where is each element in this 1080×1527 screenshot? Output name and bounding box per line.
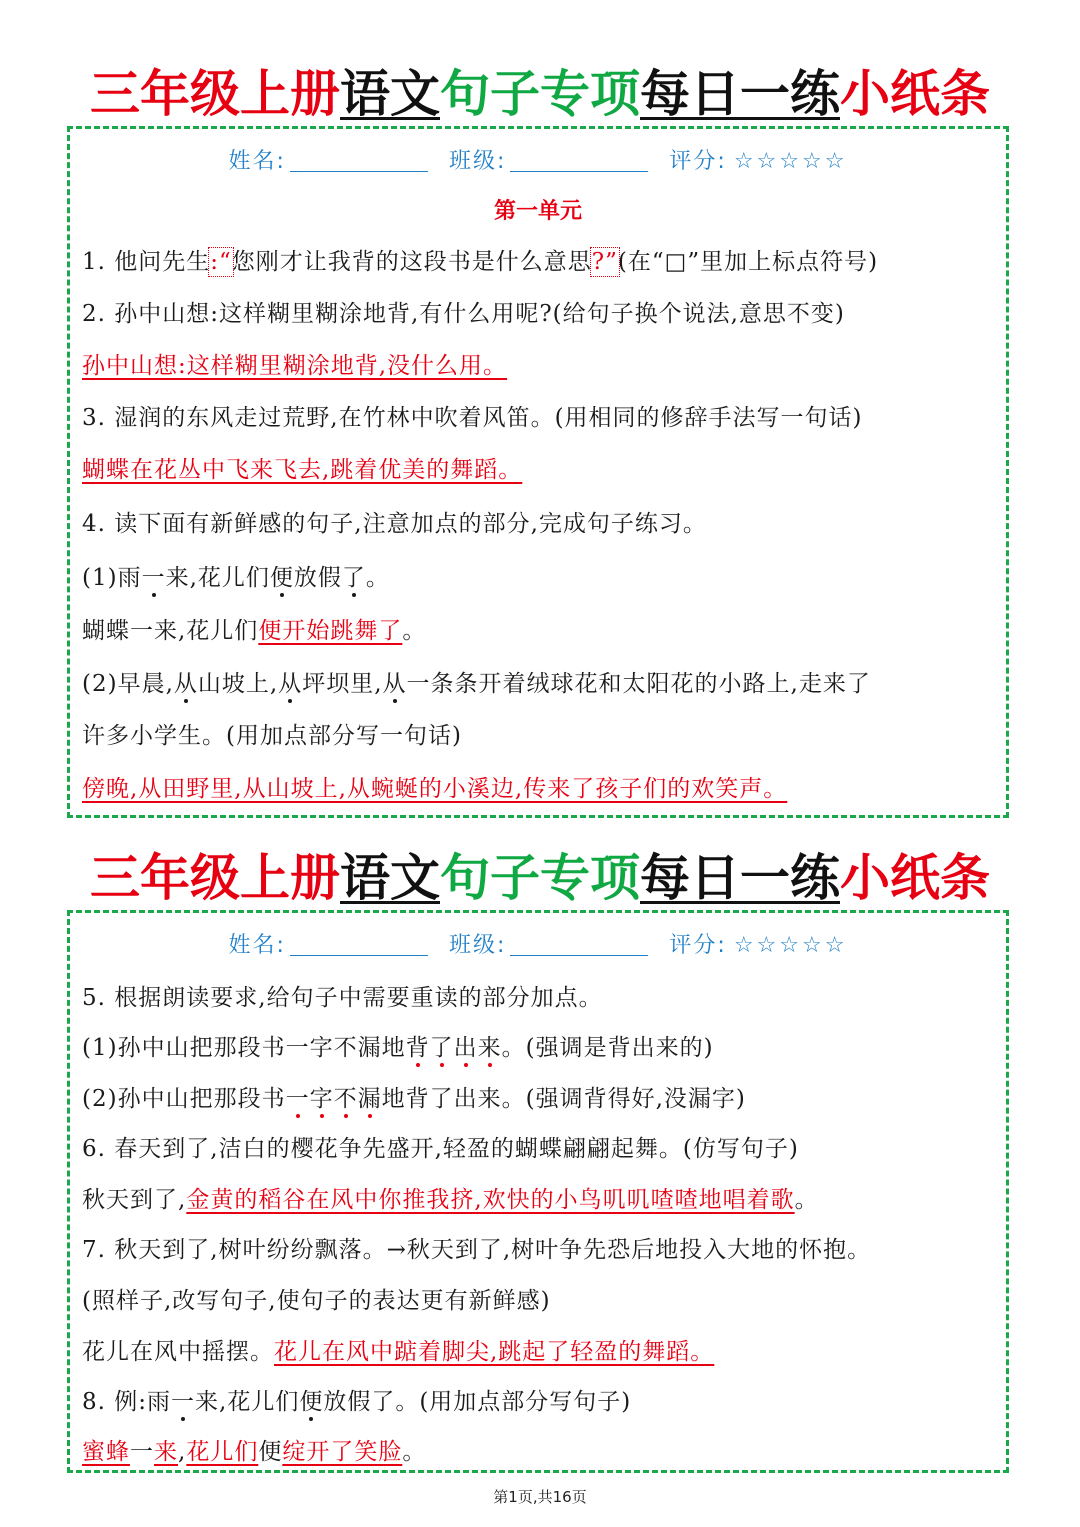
dotted-char: 不	[333, 1086, 358, 1112]
name-label: 姓名:	[228, 149, 286, 174]
title-part: 每日一练	[640, 849, 840, 907]
dotted-char: 便	[299, 1389, 324, 1415]
text: 。	[402, 1439, 427, 1465]
dotted-char: 出	[453, 1035, 478, 1061]
title-part: 三年级上册	[90, 849, 340, 907]
dotted-char: 从	[173, 671, 198, 697]
answer-4-2	[82, 774, 787, 804]
title-part: 三年级上册	[90, 65, 340, 123]
worksheet-card-1	[67, 126, 1009, 818]
page-title	[0, 64, 1080, 124]
text: 来,花儿们	[165, 565, 270, 591]
text: 坪坝里,	[302, 671, 383, 697]
question-7: 7. 秋天到了,树叶纷纷飘落。→秋天到了,树叶争先恐后地投入大地的怀抱。	[82, 1237, 872, 1263]
question-7-cont: (照样子,改写句子,使句子的表达更有新鲜感)	[82, 1288, 551, 1314]
text: ,	[178, 1439, 187, 1465]
text: 蝴蝶一来,花儿们	[82, 618, 259, 644]
class-label: 班级:	[448, 933, 507, 958]
q1-text-b: 您刚才让我背的这段书是什么意思	[231, 249, 592, 275]
name-blank[interactable]	[290, 149, 428, 172]
text: (2)早晨,	[82, 671, 174, 697]
score-stars[interactable]: ☆☆☆☆☆	[733, 149, 848, 174]
class-blank[interactable]	[510, 149, 648, 172]
answer-6-text: 金黄的稻谷在风中你推我挤,欢快的小鸟叽叽喳喳地唱着歌	[186, 1187, 795, 1213]
answer-6	[82, 1185, 819, 1215]
dotted-char: 一	[141, 565, 166, 591]
q1-answer-punct-2: ?”	[591, 249, 618, 275]
dotted-char: 了	[341, 565, 366, 591]
answer-4-1	[82, 616, 426, 646]
page-number: 第1页,共16页	[493, 1488, 587, 1506]
text: 。	[402, 618, 427, 644]
unit-heading: 第一单元	[493, 199, 582, 224]
answer-3-text: 蝴蝶在花丛中飞来飞去,跳着优美的舞蹈。	[82, 457, 523, 483]
answer-3	[82, 455, 522, 485]
dotted-char: 一	[171, 1389, 196, 1415]
name-label: 姓名:	[228, 933, 286, 958]
score-stars[interactable]: ☆☆☆☆☆	[733, 933, 848, 958]
q1-answer-punct-1: :“	[210, 249, 232, 275]
title-part: 语文	[340, 849, 440, 907]
text: 地背了出来。(强调背得好,没漏字)	[381, 1086, 746, 1112]
dotted-char: 了	[429, 1035, 454, 1061]
text: 。	[365, 565, 390, 591]
text: 山坡上,	[197, 671, 279, 697]
title-part: 语文	[340, 65, 440, 123]
text: 。	[794, 1187, 819, 1213]
text: 8. 例:雨	[82, 1389, 172, 1415]
answer-8	[82, 1437, 426, 1467]
text: (1)孙中山把那段书一字不漏地	[82, 1035, 406, 1061]
question-5-1	[82, 1033, 714, 1063]
score-label: 评分:	[669, 933, 727, 958]
dotted-char: 背	[405, 1035, 430, 1061]
question-6: 6. 春天到了,洁白的樱花争先盛开,轻盈的蝴蝶翩翩起舞。(仿写句子)	[82, 1136, 799, 1162]
text: 一	[130, 1439, 154, 1465]
question-4-2-cont: 许多小学生。(用加点部分写一句话)	[82, 723, 462, 749]
title-part: 每日一练	[640, 65, 840, 123]
dotted-char: 从	[382, 671, 407, 697]
question-5: 5. 根据朗读要求,给句子中需要重读的部分加点。	[82, 985, 603, 1011]
answer-7	[82, 1337, 714, 1367]
dotted-char: 字	[309, 1086, 334, 1112]
page-title-repeat	[0, 848, 1080, 908]
question-4: 4. 读下面有新鲜感的句子,注意加点的部分,完成句子练习。	[82, 511, 707, 537]
worksheet-card-2	[67, 910, 1009, 1473]
question-8	[82, 1387, 631, 1417]
answer-8-part: 花儿们	[186, 1439, 259, 1465]
student-info-header	[70, 931, 1006, 961]
q1-text-c: (在“□”里加上标点符号)	[617, 249, 879, 275]
answer-8-part: 来	[154, 1439, 178, 1465]
text: 放假	[293, 565, 342, 591]
student-info-header	[70, 147, 1006, 177]
text: 来,花儿们	[195, 1389, 300, 1415]
answer-2	[82, 351, 507, 381]
text: 一条条开着绒球花和太阳花的小路上,走来了	[406, 671, 871, 697]
dotted-char: 漏	[357, 1086, 382, 1112]
dotted-char: 一	[285, 1086, 310, 1112]
name-blank[interactable]	[290, 933, 428, 956]
dotted-char: 来	[477, 1035, 502, 1061]
dotted-char: 从	[278, 671, 303, 697]
title-part: 小纸条	[840, 65, 990, 123]
class-label: 班级:	[448, 149, 507, 174]
title-part: 句子专项	[440, 849, 640, 907]
text: (1)雨	[82, 565, 142, 591]
text: 。(强调是背出来的)	[501, 1035, 714, 1061]
dotted-char: 便	[269, 565, 294, 591]
answer-7-text: 花儿在风中踮着脚尖,跳起了轻盈的舞蹈。	[274, 1339, 715, 1365]
title-part: 句子专项	[440, 65, 640, 123]
question-4-1	[82, 563, 390, 593]
score-label: 评分:	[669, 149, 727, 174]
text: (2)孙中山把那段书	[82, 1086, 286, 1112]
title-part: 小纸条	[840, 849, 990, 907]
question-2: 2. 孙中山想:这样糊里糊涂地背,有什么用呢?(给句子换个说法,意思不变)	[82, 301, 845, 327]
q1-text-a: 1. 他问先生	[82, 249, 211, 275]
answer-4-2-text: 傍晚,从田野里,从山坡上,从蜿蜒的小溪边,传来了孩子们的欢笑声。	[82, 776, 788, 802]
question-3: 3. 湿润的东风走过荒野,在竹林中吹着风笛。(用相同的修辞手法写一句话)	[82, 405, 863, 431]
class-blank[interactable]	[510, 933, 648, 956]
question-4-2	[82, 669, 871, 699]
answer-8-part: 绽开了笑脸	[282, 1439, 403, 1465]
text: 放假了。(用加点部分写句子)	[323, 1389, 632, 1415]
answer-8-part: 蜜蜂	[82, 1439, 130, 1465]
answer-4-1-text: 便开始跳舞了	[258, 618, 403, 644]
text: 便	[258, 1439, 283, 1465]
answer-2-text: 孙中山想:这样糊里糊涂地背,没什么用。	[82, 353, 508, 379]
question-5-2	[82, 1084, 746, 1114]
text: 秋天到了,	[82, 1187, 187, 1213]
question-1	[82, 247, 878, 277]
text: 花儿在风中摇摆。	[82, 1339, 274, 1365]
